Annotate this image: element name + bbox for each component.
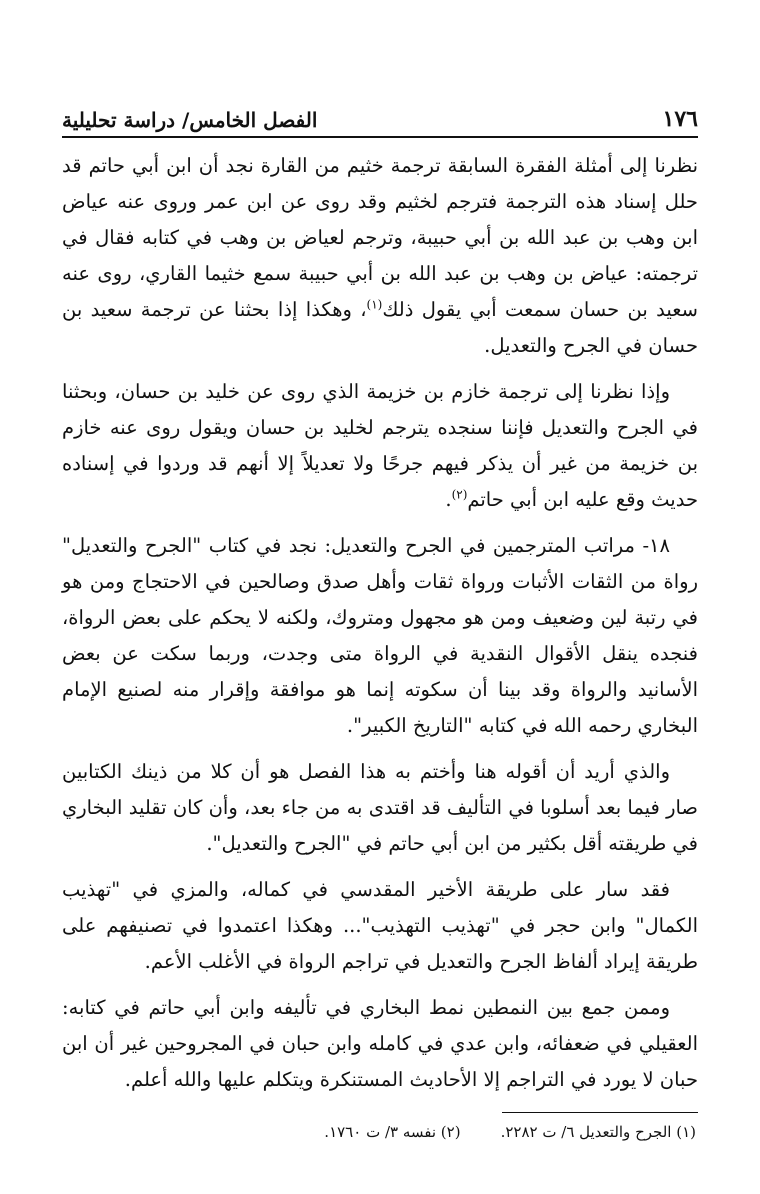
page-header — [62, 98, 698, 132]
paragraph: نظرنا إلى أمثلة الفقرة السابقة ترجمة خثيم من القارة نجد أن ابن أبي حاتم قد حلل إسناد هذه الترجمة فترجم لخثيم وقد روى عن ابن عمر وروى عنه عياض ابن وهب بن عبد الله بن أبي حبيبة، وترجم لعياض بن وهب في كتابه فقال في ترجمته: عياض بن وهب بن عبد الله بن أبي حبيبة سمع خثيما القاري، روى عنه سعيد بن حسان سمعت أبي يقول ذلك$^{(١)}$، وهكذا إذا بحثنا عن ترجمة سعيد بن حسان في الجرح والتعديل. — [62, 154, 698, 357]
header-rule — [62, 136, 698, 138]
paragraph: فقد سار على طريقة الأخير المقدسي في كماله، والمزي في "تهذيب الكمال" وابن حجر في "تهذيب التهذيب"... وهكذا اعتمدوا في تصنيفهم على طريقة إيراد ألفاظ الجرح والتعديل في تراجم الرواة في الأغلب الأعم. — [62, 878, 698, 973]
footnote-rule — [502, 1112, 698, 1113]
paragraph: ١٨- مراتب المترجمين في الجرح والتعديل: نجد في كتاب "الجرح والتعديل" رواة من الثقات الأثبات ورواة ثقات وأهل صدق وصالحين في الاحتجاج ومن هو في رتبة لين وضعيف ومن هو مجهول ومتروك، ولكنه لا يحكم على بعض الرواة، فنجده ينقل الأقوال النقدية في الرواة متى وجدت، وربما سكت عن بعض الأسانيد والرواة وقد بينا أن سكوته إنما هو موافقة وإقرار منه لصنيع الإمام البخاري رحمه الله في كتابه "التاريخ الكبير". — [62, 534, 698, 737]
paragraph: وممن جمع بين النمطين نمط البخاري في تأليفه وابن أبي حاتم في كتابه: العقيلي في ضعفائه، وابن عدي في كامله وابن حبان في المجروحين غير أن ابن حبان لا يورد في التراجم إلا الأحاديث المستنكرة ويتكلم عليها والله أعلم. — [62, 996, 698, 1091]
page-number: ١٧٦ — [662, 106, 698, 132]
footnote: (١) الجرح والتعديل ٦/ ت ٢٢٨٢. — [500, 1123, 696, 1141]
footnote-ref[interactable]: (٢) — [451, 487, 468, 502]
footnote: (٢) نفسه ٣/ ت ١٧٦٠. — [324, 1123, 461, 1141]
paragraph: والذي أريد أن أقوله هنا وأختم به هذا الفصل هو أن كلا من ذينك الكتابين صار فيما بعد أسلوبا في التأليف قد اقتدى به من جاء بعد، وأن كان تقليد البخاري في طريقته أقل بكثير من ابن أبي حاتم في "الجرح والتعديل". — [62, 760, 698, 855]
footnote-ref[interactable]: (١) — [366, 297, 383, 312]
body-text — [62, 148, 698, 1098]
footnotes — [62, 1123, 698, 1141]
running-title: الفصل الخامس/ دراسة تحليلية — [62, 108, 318, 132]
paragraph: وإذا نظرنا إلى ترجمة خازم بن خزيمة الذي روى عن خليد بن حسان، وبحثنا في الجرح والتعديل فإننا سنجده يترجم لخليد بن حسان ويقول روى عنه خازم بن خزيمة من غير أن يذكر فيهم جرحًا ولا تعديلاً إلا أنهم قد وردوا في إسناده حديث وقع عليه ابن أبي حاتم$^{(٢)}$. — [62, 380, 698, 511]
